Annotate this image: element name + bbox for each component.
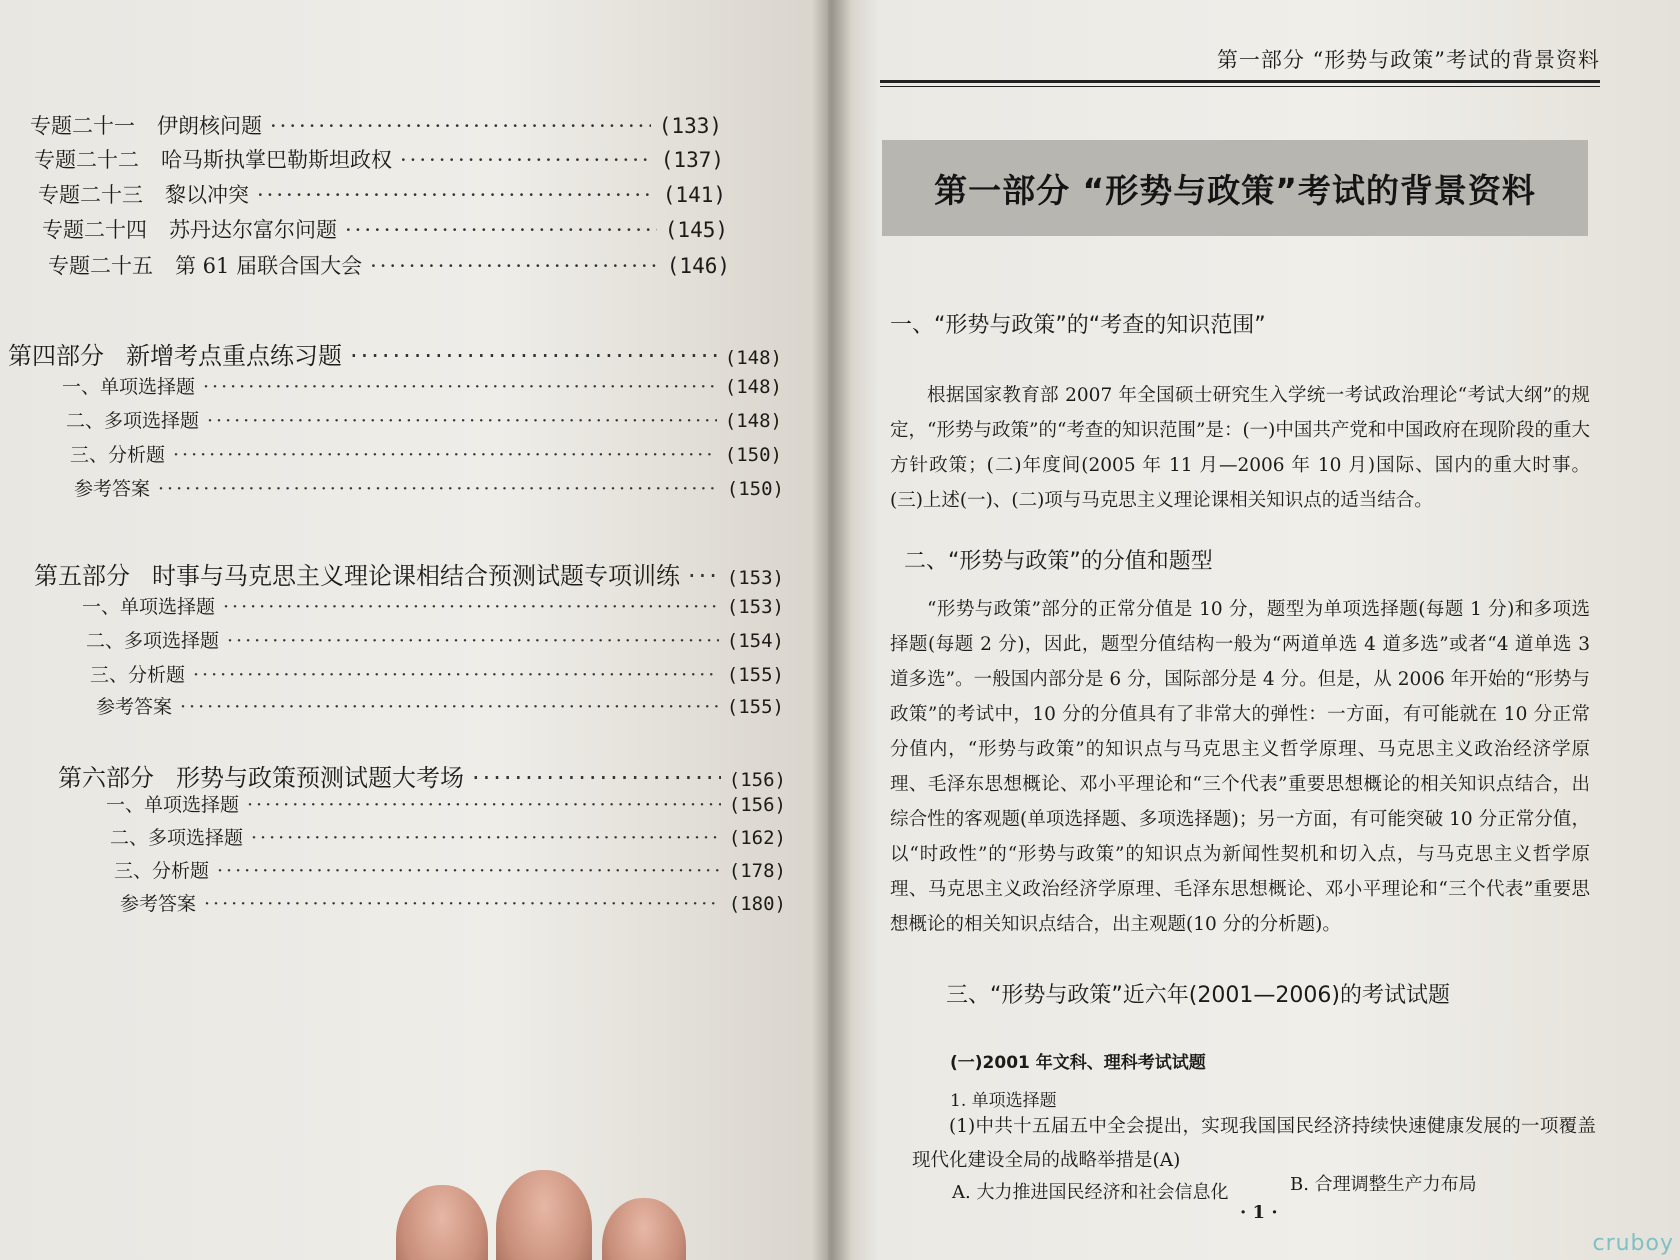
leader-dots	[251, 827, 721, 849]
item-page: (180)	[728, 893, 786, 915]
section-paragraph-1: 根据国家教育部 2007 年全国硕士研究生入学统一考试政治理论“考试大纲”的规定，“形势与政策”的“考查的知识范围”是：(一)中国共产党和中国政府在现阶段的重大方针政策；(二)年度间(2005 年 11 月—2006 年 10 月)国际、国内的重大时事。(三)上述(一)、(二)项与马克思主义理论课相关知识点的适当结合。	[890, 385, 1590, 511]
topic-title: 第 61 届联合国大会	[175, 254, 363, 278]
chapter-title-text: 第一部分 “形势与政策”考试的背景资料	[934, 170, 1536, 210]
leader-dots	[472, 764, 721, 792]
item-page: (178)	[728, 860, 786, 882]
toc-part-5	[34, 556, 784, 591]
topic-title: 苏丹达尔富尔问题	[169, 218, 337, 242]
part-title: 时事与马克思主义理论课相结合预测试题专项训练	[152, 562, 680, 590]
section-heading-3: 三、“形势与政策”近六年(2001—2006)的考试试题	[946, 983, 1450, 1008]
leader-dots	[370, 254, 659, 278]
toc-item	[70, 440, 782, 467]
watermark-text: cruboy	[1592, 1231, 1674, 1256]
toc-item	[66, 406, 782, 433]
leader-dots	[173, 444, 717, 466]
question-type: 1. 单项选择题	[950, 1091, 1057, 1111]
part-page: (148)	[724, 347, 782, 369]
toc-item	[86, 626, 784, 653]
option-a: A. 大力推进国民经济和社会信息化	[952, 1182, 1229, 1203]
leader-dots	[217, 860, 721, 882]
item-label: 参考答案	[120, 893, 197, 915]
part-number: 第四部分	[8, 342, 104, 370]
toc-item	[62, 372, 782, 399]
header-rule	[880, 80, 1600, 87]
topic-number: 专题二十五	[48, 254, 153, 278]
leader-dots	[223, 596, 719, 618]
part-number: 第五部分	[34, 562, 130, 590]
toc-part-4	[8, 336, 782, 371]
toc-part-6	[58, 758, 786, 793]
part-number: 第六部分	[58, 764, 154, 792]
topic-page: (145)	[664, 218, 728, 242]
finger-shape	[396, 1185, 488, 1260]
leader-dots	[193, 664, 719, 686]
item-page: (148)	[724, 410, 782, 432]
question-text: (1)中共十五届五中全会提出，实现我国国民经济持续快速健康发展的一项覆盖现代化建设全局的战略举措是(A)	[912, 1116, 1596, 1171]
item-page: (156)	[728, 794, 786, 816]
leader-dots	[158, 478, 719, 500]
leader-dots	[688, 562, 719, 590]
item-page: (155)	[726, 696, 784, 718]
part-title: 新增考点重点练习题	[126, 342, 342, 370]
finger-shape	[602, 1198, 686, 1260]
item-label: 三、分析题	[90, 664, 186, 686]
topic-number: 专题二十一	[30, 114, 135, 138]
left-page	[0, 0, 832, 1260]
item-label: 二、多项选择题	[110, 827, 244, 849]
finger-shape	[496, 1170, 592, 1260]
item-page: (153)	[726, 596, 784, 618]
running-head: 第一部分 “形势与政策”考试的背景资料	[1216, 48, 1600, 72]
item-page: (154)	[726, 630, 784, 652]
toc-topic-25	[48, 250, 730, 280]
leader-dots	[180, 696, 719, 718]
page-number: · 1 ·	[1240, 1202, 1278, 1223]
toc-topic-22	[34, 144, 724, 174]
part-page: (153)	[726, 567, 784, 589]
item-label: 二、多项选择题	[86, 630, 220, 652]
option-b: B. 合理调整生产力布局	[1290, 1174, 1477, 1195]
topic-page: (146)	[666, 254, 730, 278]
toc-topic-23	[38, 179, 726, 209]
toc-topic-24	[42, 214, 728, 244]
toc-topic-21	[30, 110, 722, 140]
item-label: 一、单项选择题	[82, 596, 216, 618]
toc-item	[82, 592, 784, 619]
topic-title: 伊朗核问题	[157, 114, 262, 138]
toc-item	[114, 856, 786, 883]
leader-dots	[345, 218, 657, 242]
item-page: (150)	[724, 444, 782, 466]
toc-item	[106, 790, 786, 817]
subsection-heading: (一)2001 年文科、理科考试试题	[950, 1053, 1206, 1073]
item-page: (150)	[726, 478, 784, 500]
toc-item	[74, 474, 784, 501]
topic-number: 专题二十二	[34, 148, 139, 172]
section-paragraph-2: “形势与政策”部分的正常分值是 10 分，题型为单项选择题(每题 1 分)和多项选择题(每题 2 分)，因此，题型分值结构一般为“两道单选 4 道多选”或者“4 道单选 3 道多选”。一般国内部分是 6 分，国际部分是 4 分。但是，从 2006 年开始的“形势与政策”的考试中，10 分的分值具有了非常大的弹性：一方面，有可能就在 10 分正常分值内，“形势与政策”的知识点与马克思主义哲学原理、马克思主义政治经济学原理、毛泽东思想概论、邓小平理论和“三个代表”重要思想概论的相关知识点结合，出综合性的客观题(单项选择题、多项选择题)；另一方面，有可能突破 10 分正常分值，以“时政性”的“形势与政策”的知识点为新闻性契机和切入点，与马克思主义哲学原理、马克思主义政治经济学原理、毛泽东思想概论、邓小平理论和“三个代表”重要思想概论的相关知识点结合，出主观题(10 分的分析题)。	[890, 599, 1590, 935]
topic-page: (137)	[660, 148, 724, 172]
topic-page: (133)	[658, 114, 722, 138]
section-heading-1: 一、“形势与政策”的“考查的知识范围”	[890, 313, 1266, 338]
item-page: (162)	[728, 827, 786, 849]
chapter-title	[882, 140, 1588, 236]
leader-dots	[270, 114, 651, 138]
leader-dots	[400, 148, 653, 172]
topic-title: 哈马斯执掌巴勒斯坦政权	[161, 148, 392, 172]
topic-number: 专题二十三	[38, 183, 143, 207]
item-label: 一、单项选择题	[62, 376, 196, 398]
leader-dots	[350, 342, 717, 370]
leader-dots	[207, 410, 717, 432]
item-page: (155)	[726, 664, 784, 686]
leader-dots	[227, 630, 719, 652]
item-label: 一、单项选择题	[106, 794, 240, 816]
topic-title: 黎以冲突	[165, 183, 249, 207]
leader-dots	[257, 183, 655, 207]
leader-dots	[247, 794, 721, 816]
topic-page: (141)	[662, 183, 726, 207]
item-label: 参考答案	[96, 696, 173, 718]
item-page: (148)	[724, 376, 782, 398]
book-gutter	[812, 0, 852, 1260]
leader-dots	[204, 893, 721, 915]
toc-item	[120, 889, 786, 916]
toc-item	[90, 660, 784, 687]
item-label: 参考答案	[74, 478, 151, 500]
toc-item	[110, 823, 786, 850]
topic-number: 专题二十四	[42, 218, 147, 242]
part-page: (156)	[728, 769, 786, 791]
part-title: 形势与政策预测试题大考场	[176, 764, 464, 792]
item-label: 二、多项选择题	[66, 410, 200, 432]
item-label: 三、分析题	[70, 444, 166, 466]
section-heading-2: 二、“形势与政策”的分值和题型	[904, 549, 1213, 574]
item-label: 三、分析题	[114, 860, 210, 882]
toc-item	[96, 692, 784, 719]
leader-dots	[203, 376, 717, 398]
